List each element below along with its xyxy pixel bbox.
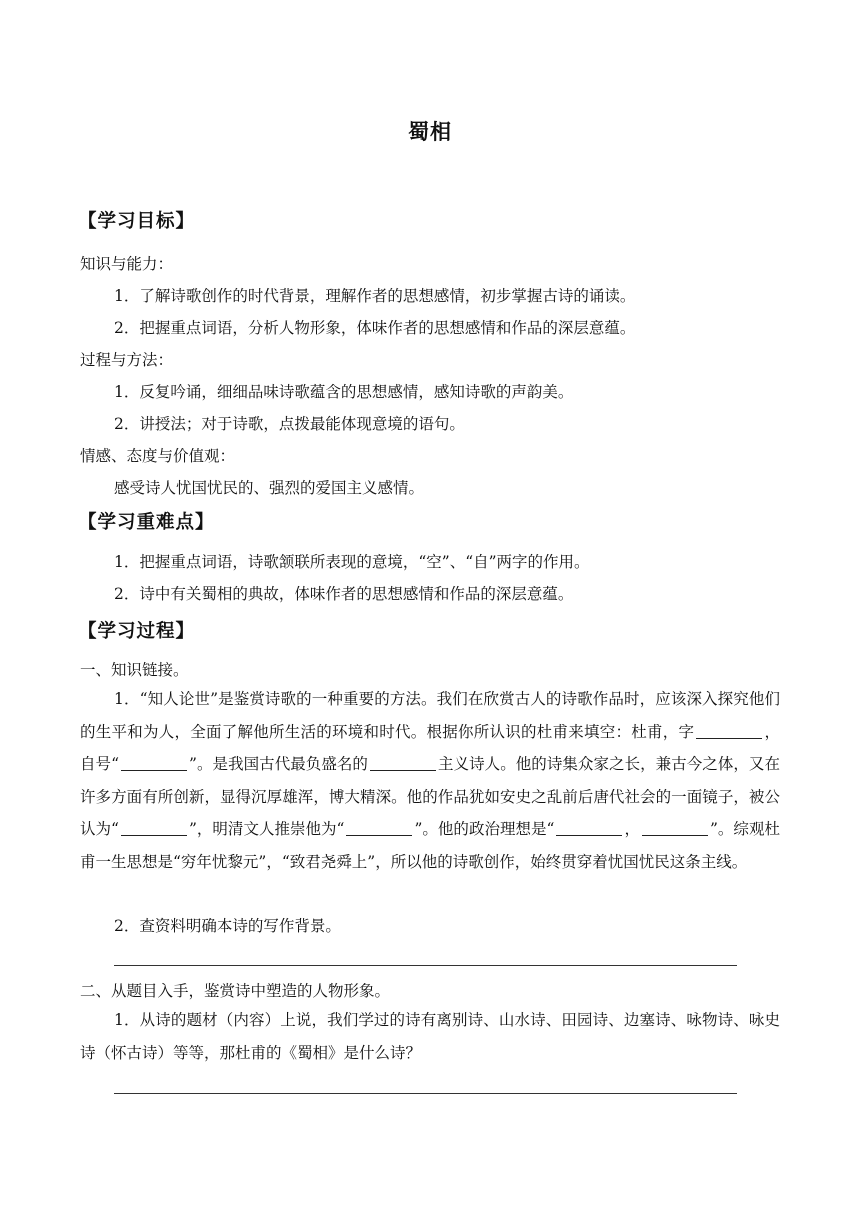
question-1-paragraph bbox=[80, 683, 780, 879]
fill-blank-ideal-1[interactable] bbox=[556, 821, 622, 836]
q1-text-8: ”。综观杜甫一生思想是“穷年忧黎元”，“致君尧舜上”，所以他的诗歌创作，始终贯穿着忧国忧民这条主线。 bbox=[80, 820, 780, 871]
fill-blank-self-title[interactable] bbox=[121, 756, 187, 771]
part2-title: 二、从题目入手，鉴赏诗中塑造的人物形象。 bbox=[80, 982, 391, 1000]
fill-blank-recognized-as[interactable] bbox=[121, 821, 187, 836]
key-point-2: 2．诗中有关蜀相的典故，体味作者的思想感情和作品的深层意蕴。 bbox=[114, 585, 574, 603]
q1-text-4: 主义诗人。他的诗集众家之长，兼古今之体，又在许多方面有所创新，显得沉厚雄浑，博大精深。他的作品犹如安史之乱前后唐代社会的一面镜子，被公认为“ bbox=[80, 755, 780, 839]
process-item-1: 1．反复吟诵，细细品味诗歌蕴含的思想感情，感知诗歌的声韵美。 bbox=[114, 383, 574, 401]
section-heading-process: 【学习过程】 bbox=[78, 621, 196, 642]
process-item-2: 2．讲授法；对于诗歌，点拨最能体现意境的语句。 bbox=[114, 415, 465, 433]
part1-title: 一、知识链接。 bbox=[80, 661, 189, 679]
part2-question-1: 1．从诗的题材（内容）上说，我们学过的诗有离别诗、山水诗、田园诗、边塞诗、咏物诗、咏史诗（怀古诗）等等，那杜甫的《蜀相》是什么诗？ bbox=[80, 1011, 780, 1062]
question-2: 2．查资料明确本诗的写作背景。 bbox=[114, 917, 341, 935]
emotion-item: 感受诗人忧国忧民的、强烈的爱国主义感情。 bbox=[114, 479, 425, 497]
section-heading-goals: 【学习目标】 bbox=[78, 211, 196, 232]
fill-blank-ideal-2[interactable] bbox=[642, 821, 708, 836]
q1-text-6: ”。他的政治理想是“ bbox=[414, 820, 555, 839]
emotion-label: 情感、态度与价值观： bbox=[80, 447, 236, 465]
q1-text-1: 1．“知人论世”是鉴赏诗歌的一种重要的方法。我们在欣赏古人的诗歌作品时，应该深入探究他们的生平和为人，全面了解他所生活的环境和时代。根据你所认识的杜甫来填空：杜甫，字 bbox=[80, 690, 780, 741]
section-heading-key-points: 【学习重难点】 bbox=[78, 512, 215, 533]
answer-line-1[interactable] bbox=[114, 965, 737, 966]
fill-blank-ism[interactable] bbox=[370, 756, 436, 771]
fill-blank-courtesy-name[interactable] bbox=[696, 724, 762, 739]
knowledge-item-1: 1．了解诗歌创作的时代背景，理解作者的思想感情，初步掌握古诗的诵读。 bbox=[114, 287, 636, 305]
q1-text-7: ， bbox=[624, 820, 640, 839]
answer-line-2[interactable] bbox=[114, 1093, 737, 1094]
process-label: 过程与方法： bbox=[80, 351, 174, 369]
q1-text-5: ”，明清文人推崇他为“ bbox=[188, 820, 345, 839]
fill-blank-revered-as[interactable] bbox=[346, 821, 412, 836]
q1-text-2: ，自号“ bbox=[80, 722, 780, 774]
knowledge-item-2: 2．把握重点词语，分析人物形象，体味作者的思想感情和作品的深层意蕴。 bbox=[114, 319, 636, 337]
key-point-1: 1．把握重点词语，诗歌颔联所表现的意境，“空”、“自”两字的作用。 bbox=[114, 553, 590, 571]
document-title: 蜀相 bbox=[408, 120, 452, 144]
knowledge-label: 知识与能力： bbox=[80, 255, 174, 273]
q1-text-3: ”。是我国古代最负盛名的 bbox=[189, 755, 368, 774]
